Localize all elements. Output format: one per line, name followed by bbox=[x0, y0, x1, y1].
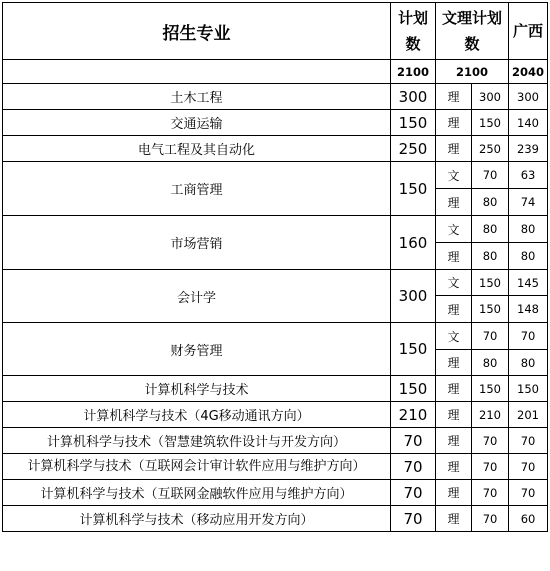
category-cell: 理 bbox=[436, 189, 472, 216]
category-plan: 80 bbox=[472, 350, 509, 376]
table-body bbox=[3, 84, 548, 532]
totals-label-cell bbox=[3, 60, 391, 84]
table-row bbox=[3, 270, 548, 296]
guangxi-plan: 60 bbox=[509, 506, 548, 532]
major-name: 市场营销 bbox=[3, 216, 391, 270]
guangxi-plan: 70 bbox=[509, 323, 548, 350]
guangxi-plan: 70 bbox=[509, 480, 548, 506]
table-row bbox=[3, 84, 548, 110]
category-cell: 理 bbox=[436, 296, 472, 323]
guangxi-plan: 145 bbox=[509, 270, 548, 296]
table-row bbox=[3, 454, 548, 480]
major-name: 计算机科学与技术（智慧建筑软件设计与开发方向） bbox=[3, 428, 391, 454]
plan-header: 计划数 bbox=[391, 3, 436, 60]
category-plan: 70 bbox=[472, 480, 509, 506]
category-cell: 理 bbox=[436, 376, 472, 402]
category-plan: 70 bbox=[472, 323, 509, 350]
guangxi-header: 广西 bbox=[509, 3, 548, 60]
major-plan: 70 bbox=[391, 480, 436, 506]
guangxi-plan: 201 bbox=[509, 402, 548, 428]
table-row bbox=[3, 323, 548, 350]
category-plan: 70 bbox=[472, 428, 509, 454]
major-name: 会计学 bbox=[3, 270, 391, 323]
category-cell: 文 bbox=[436, 270, 472, 296]
guangxi-plan: 70 bbox=[509, 428, 548, 454]
major-plan: 300 bbox=[391, 84, 436, 110]
major-name: 土木工程 bbox=[3, 84, 391, 110]
major-name: 财务管理 bbox=[3, 323, 391, 376]
enrollment-plan-table bbox=[2, 2, 548, 532]
major-plan: 150 bbox=[391, 110, 436, 136]
category-cell: 理 bbox=[436, 454, 472, 480]
major-plan: 250 bbox=[391, 136, 436, 162]
category-cell: 理 bbox=[436, 110, 472, 136]
guangxi-plan: 140 bbox=[509, 110, 548, 136]
plan-split-header: 文理计划数 bbox=[436, 3, 509, 60]
table-row bbox=[3, 136, 548, 162]
category-cell: 理 bbox=[436, 84, 472, 110]
major-name: 电气工程及其自动化 bbox=[3, 136, 391, 162]
category-cell: 理 bbox=[436, 243, 472, 270]
category-cell: 理 bbox=[436, 350, 472, 376]
category-plan: 150 bbox=[472, 110, 509, 136]
major-name: 计算机科学与技术（4G移动通讯方向） bbox=[3, 402, 391, 428]
guangxi-plan: 80 bbox=[509, 243, 548, 270]
category-plan: 210 bbox=[472, 402, 509, 428]
category-plan: 80 bbox=[472, 243, 509, 270]
total-plan: 2100 bbox=[391, 60, 436, 84]
category-plan: 300 bbox=[472, 84, 509, 110]
table-row bbox=[3, 402, 548, 428]
major-name: 计算机科学与技术 bbox=[3, 376, 391, 402]
guangxi-plan: 148 bbox=[509, 296, 548, 323]
header-row bbox=[3, 3, 548, 60]
major-name: 计算机科学与技术（互联网金融软件应用与维护方向） bbox=[3, 480, 391, 506]
table-row bbox=[3, 506, 548, 532]
category-plan: 70 bbox=[472, 162, 509, 189]
category-plan: 250 bbox=[472, 136, 509, 162]
category-plan: 80 bbox=[472, 189, 509, 216]
guangxi-plan: 300 bbox=[509, 84, 548, 110]
major-plan: 70 bbox=[391, 506, 436, 532]
totals-row bbox=[3, 60, 548, 84]
category-plan: 150 bbox=[472, 296, 509, 323]
category-cell: 理 bbox=[436, 402, 472, 428]
guangxi-plan: 74 bbox=[509, 189, 548, 216]
major-plan: 160 bbox=[391, 216, 436, 270]
table-row bbox=[3, 162, 548, 189]
table-row bbox=[3, 428, 548, 454]
guangxi-plan: 80 bbox=[509, 216, 548, 243]
major-plan: 300 bbox=[391, 270, 436, 323]
table-row bbox=[3, 376, 548, 402]
major-name: 计算机科学与技术（移动应用开发方向） bbox=[3, 506, 391, 532]
major-name: 工商管理 bbox=[3, 162, 391, 216]
major-header: 招生专业 bbox=[3, 3, 391, 60]
category-cell: 文 bbox=[436, 162, 472, 189]
category-plan: 70 bbox=[472, 454, 509, 480]
category-plan: 80 bbox=[472, 216, 509, 243]
major-plan: 70 bbox=[391, 428, 436, 454]
guangxi-plan: 70 bbox=[509, 454, 548, 480]
total-split: 2100 bbox=[436, 60, 509, 84]
major-plan: 150 bbox=[391, 323, 436, 376]
category-plan: 150 bbox=[472, 376, 509, 402]
major-name: 交通运输 bbox=[3, 110, 391, 136]
guangxi-plan: 63 bbox=[509, 162, 548, 189]
major-plan: 70 bbox=[391, 454, 436, 480]
guangxi-plan: 239 bbox=[509, 136, 548, 162]
table-row bbox=[3, 480, 548, 506]
table-row bbox=[3, 110, 548, 136]
total-guangxi: 2040 bbox=[509, 60, 548, 84]
category-cell: 理 bbox=[436, 136, 472, 162]
category-cell: 文 bbox=[436, 216, 472, 243]
table-row bbox=[3, 216, 548, 243]
guangxi-plan: 150 bbox=[509, 376, 548, 402]
guangxi-plan: 80 bbox=[509, 350, 548, 376]
category-cell: 理 bbox=[436, 506, 472, 532]
category-cell: 理 bbox=[436, 480, 472, 506]
major-plan: 150 bbox=[391, 162, 436, 216]
category-plan: 150 bbox=[472, 270, 509, 296]
major-plan: 150 bbox=[391, 376, 436, 402]
major-name: 计算机科学与技术（互联网会计审计软件应用与维护方向） bbox=[3, 454, 391, 480]
category-cell: 理 bbox=[436, 428, 472, 454]
major-plan: 210 bbox=[391, 402, 436, 428]
category-cell: 文 bbox=[436, 323, 472, 350]
category-plan: 70 bbox=[472, 506, 509, 532]
